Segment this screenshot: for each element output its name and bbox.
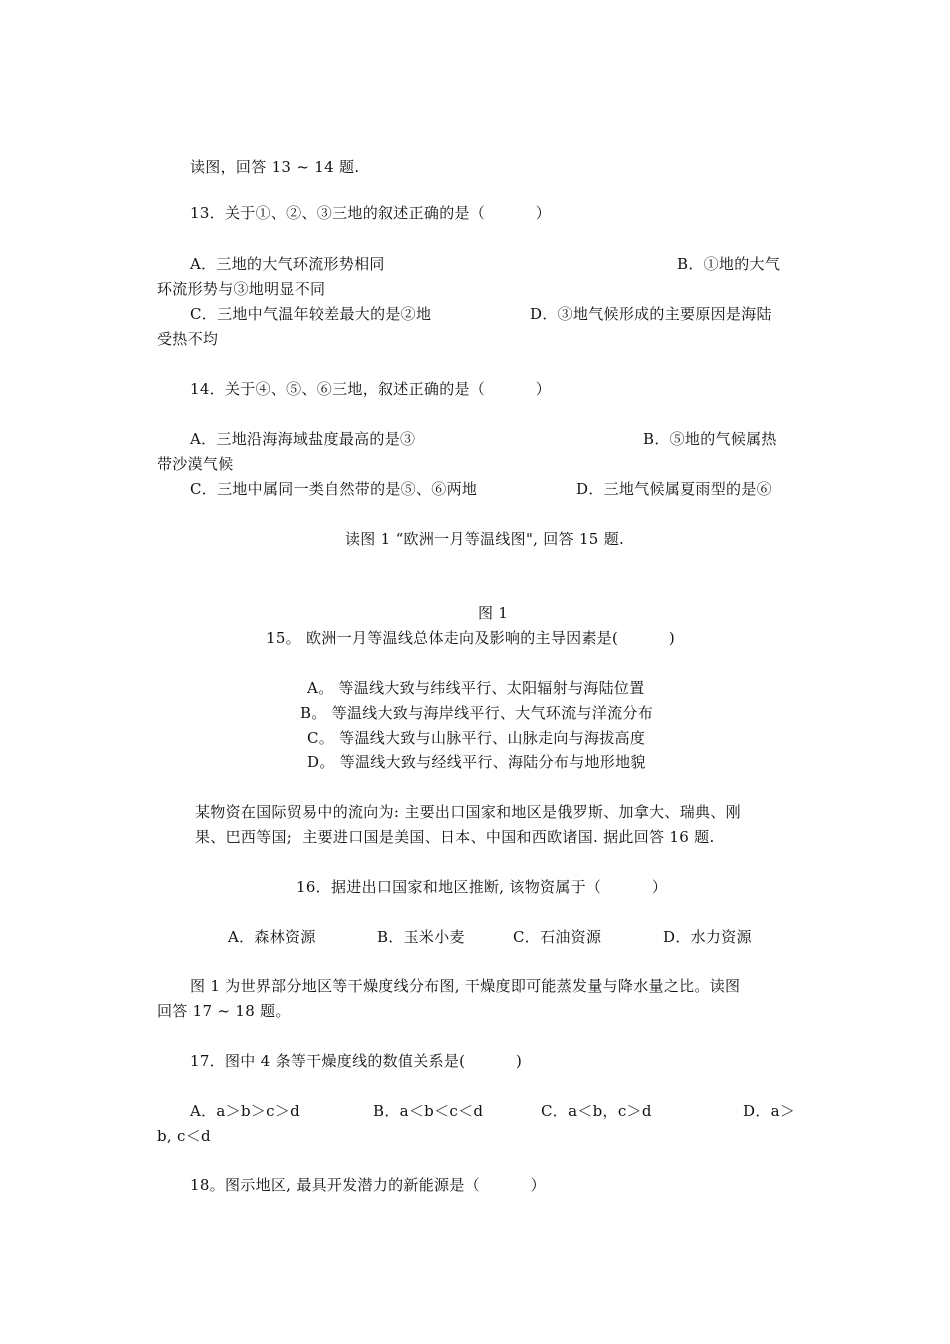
question-17: 17．图中 4 条等干燥度线的数值关系是( ) (190, 1052, 523, 1070)
q17-option-d: D．a＞ (743, 1102, 796, 1120)
question-16: 16．据进出口国家和地区推断, 该物资属于（ ） (296, 878, 668, 896)
q16-option-c: C．石油资源 (513, 928, 602, 946)
q17-option-b: B．a＜b＜c＜d (373, 1102, 484, 1120)
q13-option-b-cont: 环流形势与③地明显不同 (157, 280, 326, 298)
q16-option-b: B．玉米小麦 (377, 928, 465, 946)
q16-option-a: A．森林资源 (228, 928, 316, 946)
question-14: 14．关于④、⑤、⑥三地，叙述正确的是（ ） (190, 380, 552, 398)
q17-option-a: A．a＞b＞c＞d (190, 1102, 301, 1120)
q14-option-a: A．三地沿海海域盐度最高的是③ (190, 430, 416, 448)
intro-16-line2: 果、巴西等国; 主要进口国是美国、日本、中国和西欧诸国. 据此回答 16 题. (195, 828, 715, 846)
q13-option-c: C．三地中气温年较差最大的是②地 (190, 305, 432, 323)
question-13: 13．关于①、②、③三地的叙述正确的是（ ） (190, 204, 552, 222)
q15-option-b: B。 等温线大致与海岸线平行、大气环流与洋流分布 (300, 704, 653, 722)
q15-option-d: D。 等温线大致与经线平行、海陆分布与地形地貌 (307, 753, 646, 771)
question-15: 15。 欧洲一月等温线总体走向及影响的主导因素是( ) (266, 629, 676, 647)
intro-13-14: 读图，回答 13 ~ 14 题. (190, 158, 360, 176)
q13-option-d-cont: 受热不均 (157, 330, 219, 348)
q13-option-b: B．①地的大气 (677, 255, 781, 273)
intro-17-line1: 图 1 为世界部分地区等干燥度线分布图, 干燥度即可能蒸发量与降水量之比。读图 (190, 977, 741, 995)
q16-option-d: D．水力资源 (663, 928, 752, 946)
intro-17-line2: 回答 17 ~ 18 题。 (157, 1002, 291, 1020)
intro-16-line1: 某物资在国际贸易中的流向为: 主要出口国家和地区是俄罗斯、加拿大、瑞典、刚 (195, 803, 741, 821)
q17-option-c: C．a＜b，c＞d (541, 1102, 652, 1120)
q13-option-a: A．三地的大气环流形势相同 (190, 255, 385, 273)
q14-option-c: C．三地中属同一类自然带的是⑤、⑥两地 (190, 480, 478, 498)
figure-1-caption: 图 1 (478, 604, 509, 622)
q17-option-d-cont: b, c＜d (157, 1127, 211, 1145)
q15-option-a: A。 等温线大致与纬线平行、太阳辐射与海陆位置 (307, 679, 645, 697)
question-18: 18。图示地区, 最具开发潜力的新能源是（ ） (190, 1176, 546, 1194)
q14-option-b-cont: 带沙漠气候 (157, 455, 234, 473)
q15-option-c: C。 等温线大致与山脉平行、山脉走向与海拔高度 (307, 729, 646, 747)
q13-option-d: D．③地气候形成的主要原因是海陆 (530, 305, 772, 323)
q14-option-b: B．⑤地的气候属热 (643, 430, 777, 448)
intro-15: 读图 1 “欧洲一月等温线图", 回答 15 题. (345, 530, 625, 548)
q14-option-d: D．三地气候属夏雨型的是⑥ (576, 480, 772, 498)
